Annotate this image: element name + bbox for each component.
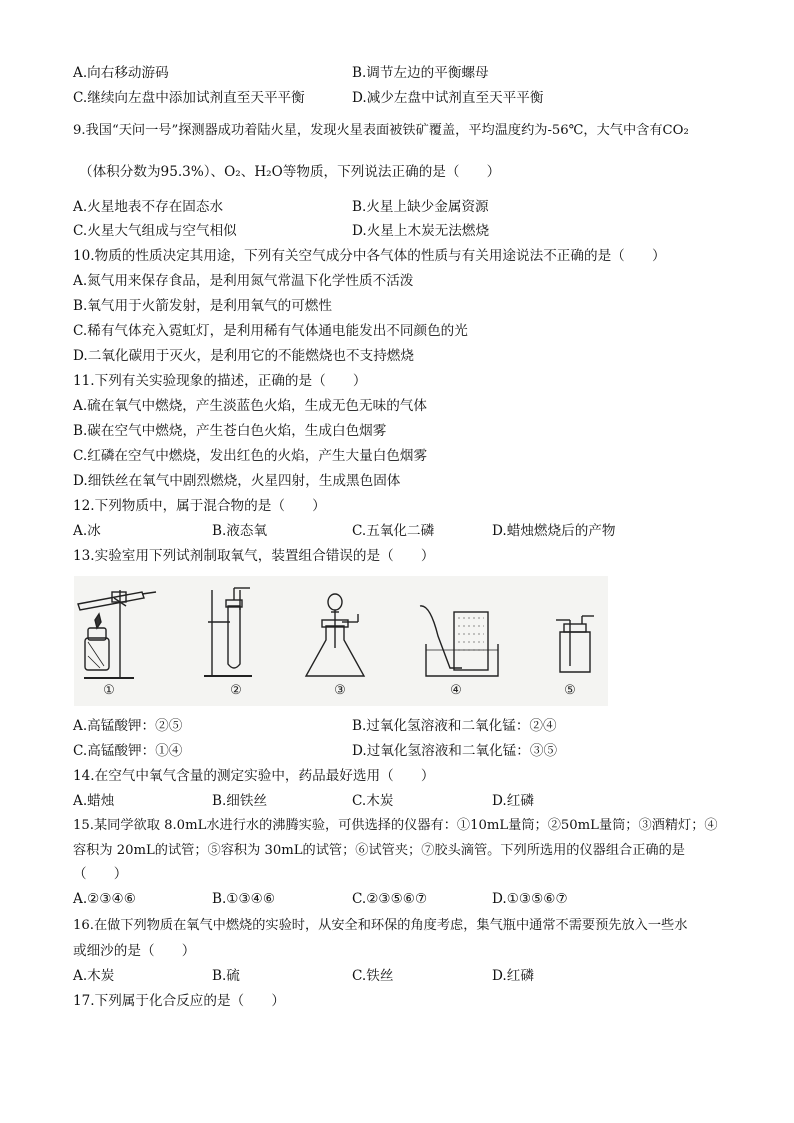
q16-option-d: D.红磷 [492,968,534,984]
q11-option-b: B.碳在空气中燃烧，产生苍白色火焰，生成白色烟雾 [73,423,387,439]
q15-option-a: A.②③④⑥ [73,891,136,907]
q11-option-d: D.细铁丝在氧气中剧烈燃烧，火星四射，生成黑色固体 [73,473,401,489]
q15-stem-line3: （ ） [73,866,128,882]
q9-stem-line1: 9.我国“天问一号”探测器成功着陆火星，发现火星表面被铁矿覆盖，平均温度约为-56℃，大气中含有CO₂ [73,123,689,138]
q9-option-c: C.火星大气组成与空气相似 [73,223,237,239]
q10-option-c: C.稀有气体充入霓虹灯，是利用稀有气体通电能发出不同颜色的光 [73,323,468,339]
q9-stem-line2: （体积分数为95.3%）、O₂、H₂O等物质，下列说法正确的是（ ） [79,164,501,180]
q9-option-a: A.火星地表不存在固态水 [73,199,224,215]
q14-option-d: D.红磷 [492,793,534,809]
q15-option-c: C.②③⑤⑥⑦ [352,891,428,907]
q12-option-b: B.液态氧 [212,523,268,539]
apparatus-label-4: ④ [450,683,462,698]
apparatus-label-2: ② [230,683,242,698]
q12-option-d: D.蜡烛燃烧后的产物 [492,523,616,539]
q17-stem: 17.下列属于化合反应的是（ ） [73,993,285,1009]
q10-option-d: D.二氧化碳用于灭火，是利用它的不能燃烧也不支持燃烧 [73,348,414,364]
q16-option-a: A.木炭 [73,968,115,984]
q8-option-a: A.向右移动游码 [73,65,169,81]
apparatus-label-5: ⑤ [564,683,576,698]
q13-option-b: B.过氧化氢溶液和二氧化锰：②④ [352,718,557,734]
q9-option-d: D.火星上木炭无法燃烧 [352,223,490,239]
q14-stem: 14.在空气中氧气含量的测定实验中，药品最好选用（ ） [73,768,435,784]
q10-option-b: B.氧气用于火箭发射，是利用氧气的可燃性 [73,298,332,314]
q8-option-c: C.继续向左盘中添加试剂直至天平平衡 [73,90,305,106]
q10-option-a: A.氮气用来保存食品，是利用氮气常温下化学性质不活泼 [73,273,414,289]
q11-option-c: C.红磷在空气中燃烧，发出红色的火焰，产生大量白色烟雾 [73,448,428,464]
q14-option-c: C.木炭 [352,793,394,809]
q12-option-c: C.五氧化二磷 [352,523,435,539]
q15-option-d: D.①③⑤⑥⑦ [492,891,568,907]
q8-option-d: D.减少左盘中试剂直至天平平衡 [352,90,544,106]
apparatus-label-1: ① [103,683,115,698]
apparatus-figure [74,576,608,706]
q12-stem: 12.下列物质中，属于混合物的是（ ） [73,498,326,514]
q14-option-b: B.细铁丝 [212,793,268,809]
q8-option-b: B.调节左边的平衡螺母 [352,65,489,81]
q13-stem: 13.实验室用下列试剂制取氧气，装置组合错误的是（ ） [73,548,435,564]
q16-option-c: C.铁丝 [352,968,394,984]
q15-option-b: B.①③④⑥ [212,891,276,907]
q11-option-a: A.硫在氧气中燃烧，产生淡蓝色火焰，生成无色无味的气体 [73,398,427,414]
q13-option-d: D.过氧化氢溶液和二氧化锰：③⑤ [352,743,558,759]
q15-stem-line1: 15.某同学欲取 8.0mL水进行水的沸腾实验，可供选择的仪器有：①10mL量筒；②50mL量筒；③酒精灯；④ [73,818,718,833]
q16-stem-line2: 或细沙的是（ ） [73,943,196,959]
q16-option-b: B.硫 [212,968,240,984]
q13-option-c: C.高锰酸钾：①④ [73,743,183,759]
q9-option-b: B.火星上缺少金属资源 [352,199,489,215]
q10-stem: 10.物质的性质决定其用途，下列有关空气成分中各气体的性质与有关用途说法不正确的是（ ） [73,248,666,264]
q16-stem-line1: 16.在做下列物质在氧气中燃烧的实验时，从安全和环保的角度考虑，集气瓶中通常不需要预先放入一些水 [73,918,688,933]
q11-stem: 11.下列有关实验现象的描述，正确的是（ ） [73,373,367,389]
q14-option-a: A.蜡烛 [73,793,115,809]
apparatus-label-3: ③ [334,683,346,698]
q12-option-a: A.冰 [73,523,101,539]
q15-stem-line2: 容积为 20mL的试管；⑤容积为 30mL的试管；⑥试管夹；⑦胶头滴管。下列所选用的仪器组合正确的是 [73,843,685,858]
q13-option-a: A.高锰酸钾：②⑤ [73,718,183,734]
